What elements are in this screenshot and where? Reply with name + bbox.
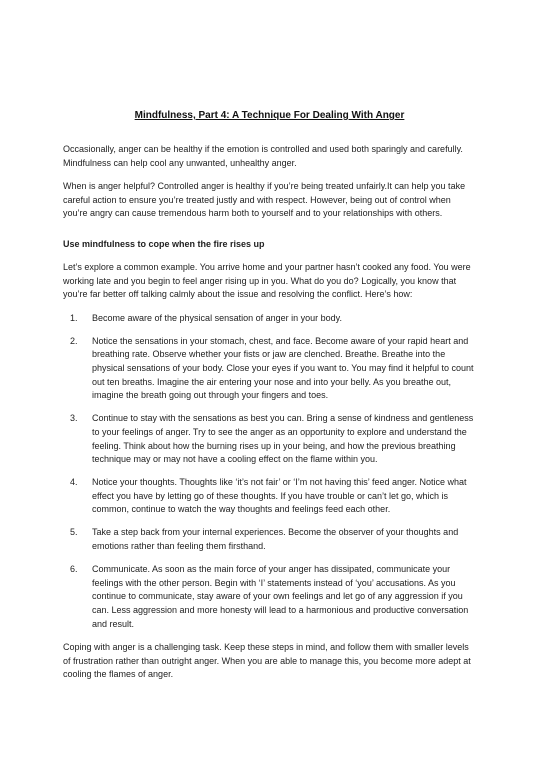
list-item xyxy=(63,476,476,517)
step-text: Take a step back from your internal experiences. Become the observer of your thoughts and emotions rather than feeling them firsthand. xyxy=(92,527,459,552)
step-number: 5. xyxy=(70,527,78,538)
list-item xyxy=(63,563,476,631)
intro-paragraph: Occasionally, anger can be healthy if the emotion is controlled and used both sparingly and carefully. Mindfulness can help cool any unwanted, unhealthy anger. xyxy=(63,144,463,168)
steps-list xyxy=(63,312,476,631)
step-number: 6. xyxy=(70,564,78,575)
step-number: 3. xyxy=(70,413,78,424)
list-item xyxy=(63,335,476,403)
document-title: Mindfulness, Part 4: A Technique For Dealing With Anger xyxy=(134,110,405,121)
step-text: Notice your thoughts. Thoughts like ‘it’s not fair’ or ‘I’m not having this’ feed anger. Notice what effect you have by letting go of these thoughts. If you have trouble or can’t let go, which is common, continue to watch the way thoughts and feelings feed each other. xyxy=(92,477,467,515)
closing-paragraph: Coping with anger is a challenging task. Keep these steps in mind, and follow them with smaller levels of frustration rather than outright anger. When you are able to manage this, you become more adept at cooling the flames of anger. xyxy=(63,642,471,680)
step-text: Communicate. As soon as the main force of your anger has dissipated, communicate your feelings with the other person. Begin with ‘I’ statements instead of ‘you’ accusations. As you continue to communicate, stay aware of your own feelings and let go of any aggression if you can. Less aggression and more honesty will lead to a harmonious and productive conversation and result. xyxy=(92,564,469,629)
step-number: 2. xyxy=(70,335,78,346)
step-text: Become aware of the physical sensation of anger in your body. xyxy=(92,312,342,323)
step-text: Notice the sensations in your stomach, chest, and face. Become aware of your rapid heart and breathing rate. Observe whether your fists or jaw are clenched. Breathe. Breathe into the physical sensations of your body. Close your eyes if you want to. You may find it helpful to count out ten breaths. Imagine the air entering your nose and into your belly. As you breathe out, imagine the breath going out through your fingers and toes. xyxy=(92,335,474,401)
section-intro: Let’s explore a common example. You arrive home and your partner hasn’t cooked any food. You were working late and you begin to feel anger rising up in you. What do you do? Logically, you know that you’re far better off talking calmly about the issue and resolving the conflict. Here’s how: xyxy=(63,261,471,300)
intro-paragraph: When is anger helpful? Controlled anger is healthy if you’re being treated unfairly.It can help you take careful action to ensure you’re treated justly and with respect. However, being out of control when you’re angry can cause tremendous harm both to yourself and to your relationships with others. xyxy=(63,181,466,219)
list-item xyxy=(63,412,476,466)
list-item xyxy=(63,526,476,553)
step-number: 4. xyxy=(70,477,78,488)
step-number: 1. xyxy=(70,312,78,323)
list-item xyxy=(63,312,476,326)
section-heading: Use mindfulness to cope when the fire rises up xyxy=(63,238,265,249)
step-text: Continue to stay with the sensations as best you can. Bring a sense of kindness and gentleness to your feelings of anger. Try to see the anger as an opportunity to explore and understand the feeling. Think about how the burning rises up in your being, and how the previous breathing technique may or may not have a cooling effect on the flame within you. xyxy=(92,413,474,465)
